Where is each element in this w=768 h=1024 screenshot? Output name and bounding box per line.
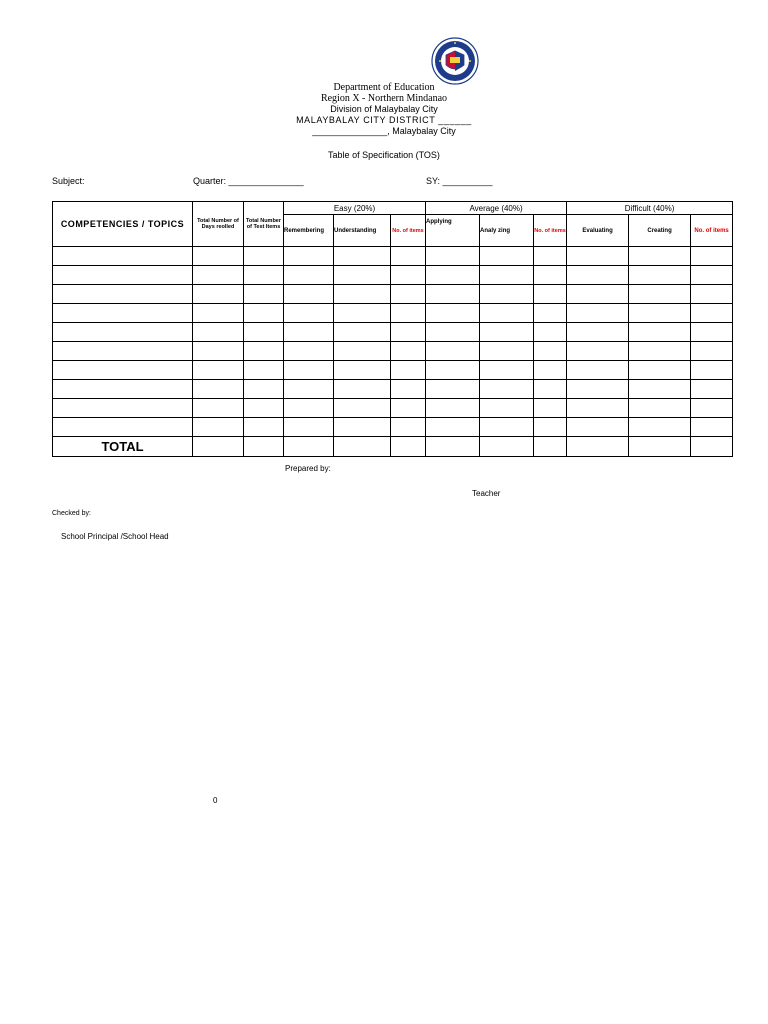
table-cell <box>534 361 567 380</box>
table-cell <box>334 285 391 304</box>
table-cell <box>53 247 193 266</box>
table-cell <box>391 342 426 361</box>
tos-body <box>53 247 733 437</box>
table-cell <box>691 247 733 266</box>
table-cell <box>691 323 733 342</box>
table-cell <box>284 342 334 361</box>
table-cell <box>567 323 629 342</box>
table-cell <box>567 342 629 361</box>
table-cell <box>480 342 534 361</box>
table-cell <box>334 323 391 342</box>
table-cell <box>426 323 480 342</box>
table-cell <box>534 399 567 418</box>
table-cell <box>334 266 391 285</box>
table-cell <box>534 247 567 266</box>
table-cell <box>391 361 426 380</box>
total-cell <box>244 437 284 457</box>
table-cell <box>244 266 284 285</box>
table-cell <box>391 247 426 266</box>
table-cell <box>567 380 629 399</box>
table-cell <box>334 342 391 361</box>
table-cell <box>334 247 391 266</box>
table-cell <box>284 266 334 285</box>
table-cell <box>480 266 534 285</box>
table-row <box>53 418 733 437</box>
prepared-by-label: Prepared by: <box>285 464 331 473</box>
table-cell <box>53 380 193 399</box>
table-cell <box>391 418 426 437</box>
header-line-region: Region X - Northern Mindanao <box>320 93 448 104</box>
table-cell <box>334 399 391 418</box>
table-cell <box>691 380 733 399</box>
header-total-items: Total Number of Test Items <box>244 202 284 247</box>
group-difficult: Difficult (40%) <box>567 202 733 215</box>
table-cell <box>534 304 567 323</box>
table-cell <box>567 361 629 380</box>
table-cell <box>284 361 334 380</box>
table-cell <box>691 361 733 380</box>
table-cell <box>629 380 691 399</box>
table-row <box>53 342 733 361</box>
table-cell <box>480 304 534 323</box>
table-cell <box>244 342 284 361</box>
sub-evaluating: Evaluating <box>567 215 629 247</box>
total-cell <box>691 437 733 457</box>
table-cell <box>284 323 334 342</box>
table-row <box>53 380 733 399</box>
table-cell <box>244 380 284 399</box>
table-row <box>53 285 733 304</box>
table-cell <box>629 285 691 304</box>
sub-easy-no-items: No. of items <box>391 215 426 247</box>
table-cell <box>629 361 691 380</box>
sub-applying: Applying <box>426 215 480 247</box>
table-cell <box>426 418 480 437</box>
header-line-deped: Department of Education <box>333 82 435 93</box>
table-cell <box>534 342 567 361</box>
table-cell <box>567 399 629 418</box>
table-cell <box>480 418 534 437</box>
total-cell <box>534 437 567 457</box>
table-cell <box>284 285 334 304</box>
table-cell <box>567 304 629 323</box>
document-title: Table of Specification (TOS) <box>328 150 440 160</box>
group-average: Average (40%) <box>426 202 567 215</box>
table-cell <box>284 399 334 418</box>
table-cell <box>193 418 244 437</box>
table-cell <box>426 266 480 285</box>
table-cell <box>480 399 534 418</box>
total-cell <box>334 437 391 457</box>
table-cell <box>391 304 426 323</box>
table-row <box>53 361 733 380</box>
table-cell <box>480 380 534 399</box>
table-cell <box>53 266 193 285</box>
table-cell <box>193 380 244 399</box>
header-line-division: Division of Malaybalay City <box>330 104 438 114</box>
table-cell <box>629 399 691 418</box>
header-total-days: Total Number of Days reolled <box>193 202 244 247</box>
table-cell <box>691 418 733 437</box>
subject-label: Subject: <box>52 176 85 186</box>
table-row <box>53 399 733 418</box>
table-cell <box>244 418 284 437</box>
table-cell <box>53 285 193 304</box>
table-cell <box>391 285 426 304</box>
total-cell <box>480 437 534 457</box>
principal-label: School Principal /School Head <box>61 532 169 541</box>
table-cell <box>193 323 244 342</box>
table-cell <box>426 361 480 380</box>
table-cell <box>391 380 426 399</box>
table-cell <box>53 418 193 437</box>
table-cell <box>426 304 480 323</box>
sy-label: SY: __________ <box>426 176 493 186</box>
table-cell <box>391 266 426 285</box>
total-label: TOTAL <box>53 437 193 457</box>
table-cell <box>534 323 567 342</box>
table-cell <box>426 342 480 361</box>
table-cell <box>391 399 426 418</box>
table-row <box>53 247 733 266</box>
total-cell <box>284 437 334 457</box>
table-cell <box>334 380 391 399</box>
table-cell <box>193 361 244 380</box>
table-cell <box>691 342 733 361</box>
table-cell <box>629 418 691 437</box>
table-cell <box>53 399 193 418</box>
table-cell <box>284 304 334 323</box>
table-cell <box>53 323 193 342</box>
tos-table <box>52 201 733 457</box>
total-cell <box>567 437 629 457</box>
table-cell <box>567 285 629 304</box>
sub-analyzing: Analy zing <box>480 215 534 247</box>
table-cell <box>480 247 534 266</box>
teacher-label: Teacher <box>472 489 501 498</box>
table-cell <box>244 285 284 304</box>
table-cell <box>480 323 534 342</box>
table-cell <box>244 304 284 323</box>
table-cell <box>691 266 733 285</box>
table-cell <box>391 323 426 342</box>
table-cell <box>193 266 244 285</box>
table-cell <box>567 266 629 285</box>
table-cell <box>426 380 480 399</box>
group-easy: Easy (20%) <box>284 202 426 215</box>
table-row <box>53 266 733 285</box>
sub-creating: Creating <box>629 215 691 247</box>
table-cell <box>244 247 284 266</box>
header-line-district: MALAYBALAY CITY DISTRICT ______ <box>296 115 472 125</box>
table-cell <box>193 399 244 418</box>
deped-seal-logo <box>431 37 479 85</box>
table-cell <box>193 304 244 323</box>
table-cell <box>53 304 193 323</box>
table-cell <box>193 247 244 266</box>
total-cell <box>426 437 480 457</box>
table-cell <box>534 418 567 437</box>
checked-by-label: Checked by: <box>52 510 91 517</box>
table-row <box>53 304 733 323</box>
table-cell <box>629 342 691 361</box>
table-cell <box>480 361 534 380</box>
table-cell <box>284 380 334 399</box>
page-number: 0 <box>213 796 218 805</box>
table-cell <box>193 342 244 361</box>
table-cell <box>629 304 691 323</box>
table-row <box>53 323 733 342</box>
sub-understanding: Understanding <box>334 215 391 247</box>
total-cell <box>629 437 691 457</box>
table-cell <box>691 285 733 304</box>
table-cell <box>426 285 480 304</box>
total-cell <box>193 437 244 457</box>
table-cell <box>534 380 567 399</box>
table-cell <box>629 323 691 342</box>
table-cell <box>334 361 391 380</box>
table-cell <box>193 285 244 304</box>
header-competencies: COMPETENCIES / TOPICS <box>53 202 193 247</box>
table-cell <box>334 304 391 323</box>
table-cell <box>567 247 629 266</box>
table-cell <box>534 285 567 304</box>
table-cell <box>629 266 691 285</box>
sub-remembering: Remembering <box>284 215 334 247</box>
sub-avg-no-items: No. of items <box>534 215 567 247</box>
table-cell <box>244 361 284 380</box>
table-cell <box>691 399 733 418</box>
sub-diff-no-items: No. of items <box>691 215 733 247</box>
table-cell <box>426 399 480 418</box>
table-cell <box>244 399 284 418</box>
table-cell <box>334 418 391 437</box>
table-cell <box>567 418 629 437</box>
table-cell <box>284 418 334 437</box>
header-line-school: _______________, Malaybalay City <box>312 126 456 136</box>
table-cell <box>53 342 193 361</box>
quarter-label: Quarter: _______________ <box>193 176 304 186</box>
total-cell <box>391 437 426 457</box>
table-cell <box>284 247 334 266</box>
table-cell <box>53 361 193 380</box>
table-cell <box>534 266 567 285</box>
table-cell <box>244 323 284 342</box>
table-cell <box>480 285 534 304</box>
table-cell <box>426 247 480 266</box>
table-cell <box>629 247 691 266</box>
table-cell <box>691 304 733 323</box>
